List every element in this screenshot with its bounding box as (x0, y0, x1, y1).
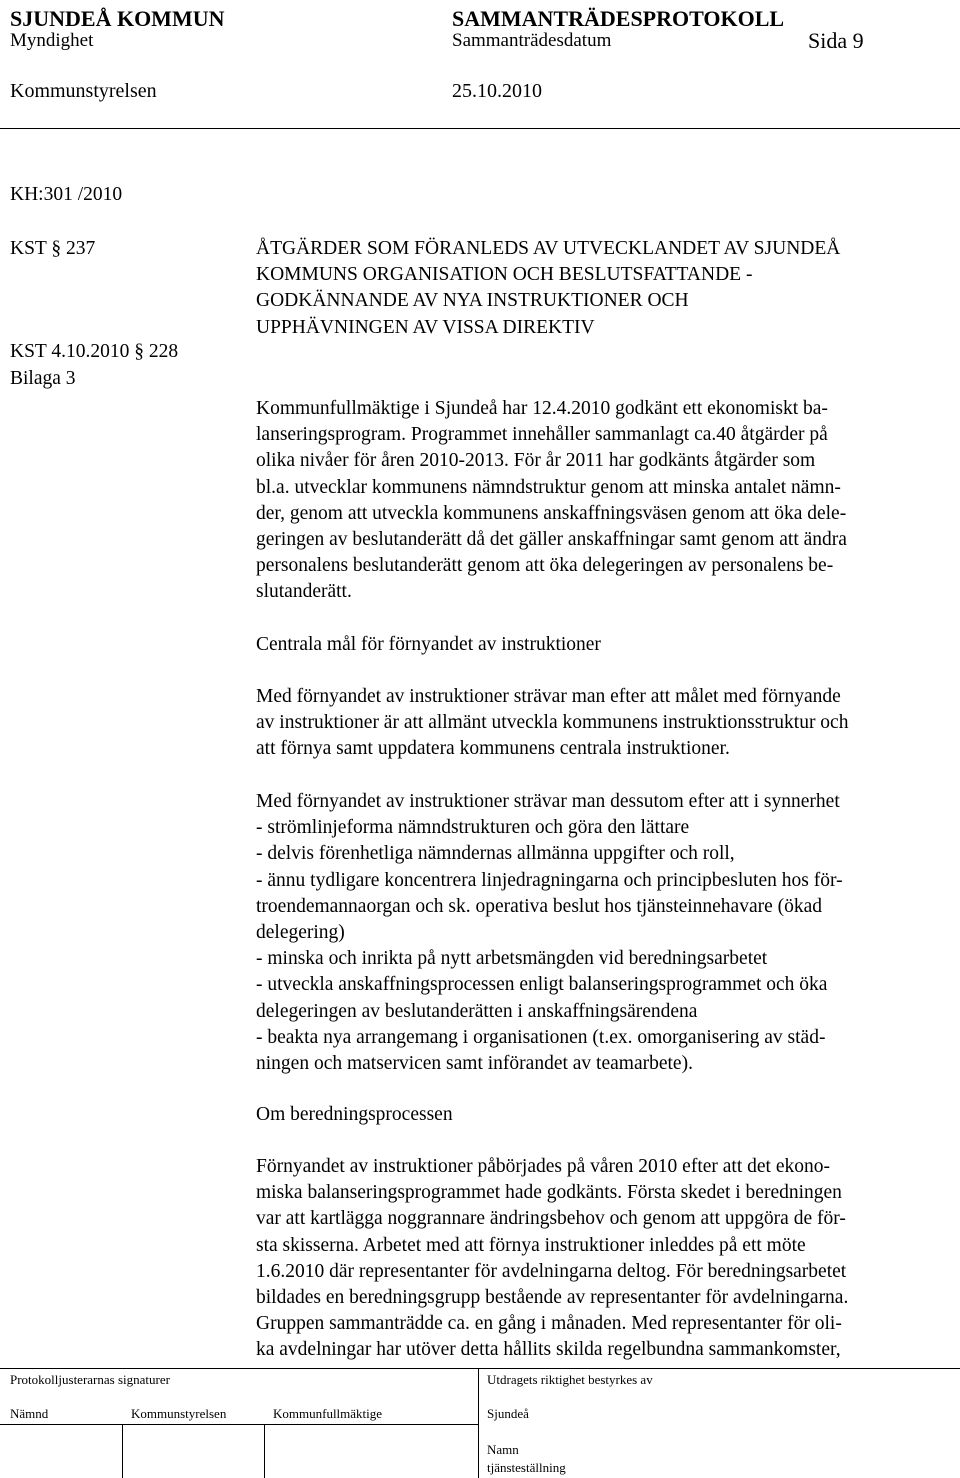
text-line: - ännu tydligare koncentrera linjedragningarna och principbesluten hos för- (256, 869, 843, 891)
extract-position: tjänsteställning (487, 1460, 566, 1475)
heading-text: Om beredningsprocessen (256, 1104, 453, 1125)
sign-col-executive: Kommunstyrelsen (131, 1406, 227, 1421)
case-kh: KH:301 /2010 (10, 184, 123, 205)
sign-cell-divider (264, 1424, 265, 1478)
footer-divider (478, 1368, 479, 1478)
heading-text: Centrala mål för förnyandet av instruktioner (256, 634, 601, 655)
text-line: - delvis förenhetliga nämndernas allmänna uppgifter och roll, (256, 843, 735, 865)
sign-cell-divider (122, 1424, 123, 1478)
text-line: - strömlinjeforma nämndstrukturen och göra den lättare (256, 817, 690, 839)
title-line: UPPHÄVNINGEN AV VISSA DIREKTIV (256, 316, 595, 338)
section-heading-preparation (256, 1102, 956, 1128)
meeting-date: 25.10.2010 (452, 80, 542, 102)
text-line: ka avdelningar har utöver detta hållits skilda regelbundna sammankomster, (256, 1339, 841, 1361)
extract-label: Utdragets riktighet bestyrkes av (487, 1372, 653, 1387)
doc-type: SAMMANTRÄDESPROTOKOLL (452, 6, 785, 31)
org-name: SJUNDEÅ KOMMUN (10, 6, 225, 31)
text-line: Gruppen sammanträdde ca. en gång i månaden. Med representanter för oli- (256, 1313, 842, 1335)
text-line: bildades en beredningsgrupp bestående av representanter för avdelningarna. (256, 1287, 849, 1309)
extract-place: Sjundeå (487, 1406, 529, 1421)
case-kst-current: KST § 237 (10, 238, 96, 259)
text-line: 1.6.2010 där representanter för avdelningarna deltog. För beredningsarbetet (256, 1260, 847, 1282)
case-attachment: Bilaga 3 (10, 368, 76, 389)
date-label: Sammanträdesdatum (452, 30, 612, 51)
sign-col-board: Nämnd (10, 1406, 49, 1421)
case-title (256, 236, 956, 341)
text-line: delegering) (256, 922, 345, 944)
authority-name: Kommunstyrelsen (10, 80, 157, 102)
text-line: Förnyandet av instruktioner påbörjades på våren 2010 efter att det ekono- (256, 1156, 830, 1177)
title-line: ÅTGÄRDER SOM FÖRANLEDS AV UTVECKLANDET AV SJUNDEÅ (256, 238, 841, 259)
text-line: Kommunfullmäktige i Sjundeå har 12.4.2010 godkänt ett ekonomiskt ba- (256, 398, 828, 419)
text-line: - minska och inrikta på nytt arbetsmängden vid beredningsarbetet (256, 948, 768, 970)
text-line: miska balanseringsprogrammet hade godkänts. Första skedet i beredningen (256, 1182, 842, 1204)
text-line: - utveckla anskaffningsprocessen enligt balanseringsprogrammet och öka (256, 974, 828, 996)
text-line: delegeringen av beslutanderätten i anskaffningsärendena (256, 1000, 698, 1022)
sign-col-council: Kommunfullmäktige (273, 1406, 383, 1421)
text-line: bl.a. utvecklar kommunens nämndstruktur genom att minska antalet nämn- (256, 476, 841, 498)
text-line: - beakta nya arrangemang i organisationen (t.ex. omorganisering av städ- (256, 1026, 826, 1048)
authority-label: Myndighet (10, 30, 94, 51)
paragraph-goals (256, 684, 956, 763)
footer-row-border (0, 1424, 478, 1425)
text-line: att förnya samt uppdatera kommunens centrala instruktioner. (256, 738, 730, 760)
text-line: ningen och matservicen samt införandet av teamarbete). (256, 1053, 693, 1075)
text-line: lanseringsprogram. Programmet innehåller sammanlagt ca.40 åtgärder på (256, 424, 828, 446)
case-kst-previous: KST 4.10.2010 § 228 (10, 341, 179, 362)
text-line: av instruktioner är att allmänt utveckla kommunens instruktionsstruktur och (256, 712, 849, 734)
text-line: Med förnyandet av instruktioner strävar man dessutom efter att i synnerhet (256, 791, 840, 812)
text-line: sta skisserna. Arbetet med att förnya instruktioner inleddes på ett möte (256, 1234, 806, 1256)
text-line: geringen av beslutanderätt då det gäller anskaffningar samt genom att ändra (256, 529, 847, 551)
text-line: var att kartlägga noggrannare ändringsbehov och genom att uppgöra de för- (256, 1208, 846, 1230)
title-line: KOMMUNS ORGANISATION OCH BESLUTSFATTANDE - (256, 264, 753, 286)
footer-top-border (0, 1368, 960, 1369)
page-number: Sida 9 (808, 28, 864, 53)
section-heading-goals (256, 632, 956, 658)
header-divider (0, 128, 960, 129)
paragraph-preparation (256, 1154, 956, 1364)
text-line: personalens beslutanderätt genom att öka delegeringen av personalens be- (256, 555, 834, 577)
text-line: slutanderätt. (256, 581, 352, 603)
text-line: olika nivåer för åren 2010-2013. För år 2011 har godkänts åtgärder som (256, 450, 816, 472)
text-line: Med förnyandet av instruktioner strävar man efter att målet med förnyande (256, 686, 841, 707)
text-line: troendemannaorgan och sk. operativa beslut hos tjänsteinnehavare (ökad (256, 895, 823, 917)
extract-name: Namn (487, 1442, 519, 1457)
title-line: GODKÄNNANDE AV NYA INSTRUKTIONER OCH (256, 290, 689, 312)
paragraph-aims (256, 789, 956, 1077)
paragraph-background (256, 396, 956, 606)
text-line: der, genom att utveckla kommunens anskaffningsväsen genom att öka dele- (256, 502, 847, 524)
signatures-label: Protokolljusterarnas signaturer (10, 1372, 170, 1387)
